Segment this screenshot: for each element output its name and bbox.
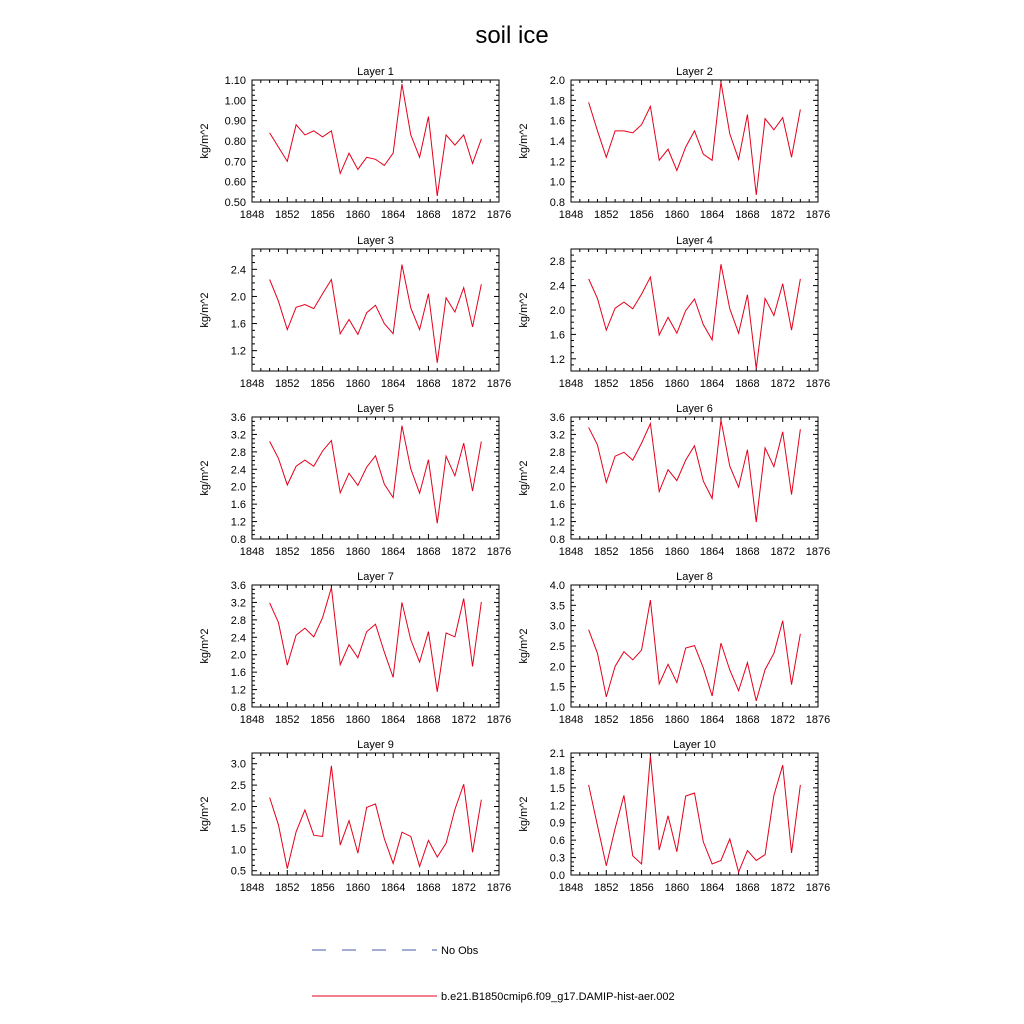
x-tick-label: 1872 [451,378,476,390]
y-tick-label: 0.70 [224,156,246,169]
x-tick-label: 1860 [345,209,371,221]
series-line [589,420,801,522]
panel-title: Layer 9 [357,739,394,751]
y-tick-label: 3.5 [549,600,565,613]
y-tick-label: 2.0 [230,801,246,814]
y-tick-label: 1.4 [549,136,565,148]
y-tick-label: 3.0 [230,758,246,771]
x-tick-label: 1848 [239,209,265,221]
x-tick-label: 1856 [629,714,654,726]
y-tick-label: 0.60 [224,176,246,189]
x-tick-label: 1872 [451,714,476,726]
x-tick-label: 1876 [805,378,831,390]
y-axis-label: kg/m^2 [199,292,211,328]
x-tick-label: 1852 [594,882,619,894]
y-axis-label: kg/m^2 [518,796,530,832]
x-tick-label: 1876 [805,882,831,894]
x-tick-label: 1852 [275,882,300,894]
x-tick-label: 1872 [770,546,795,558]
series-line [270,766,482,869]
y-tick-label: 3.2 [230,597,246,610]
y-tick-label: 2.4 [230,264,246,277]
y-axis-label: kg/m^2 [518,292,530,328]
chart-title: soil ice [475,22,549,49]
x-tick-label: 1860 [345,378,371,390]
x-tick-label: 1864 [380,546,406,558]
x-tick-label: 1856 [629,209,654,221]
series-line [589,264,801,368]
plot-frame [571,249,818,371]
x-tick-label: 1848 [558,546,584,558]
y-tick-label: 2.0 [549,75,565,87]
y-tick-label: 2.8 [549,256,565,269]
panel-title: Layer 7 [357,571,394,583]
y-tick-label: 1.0 [230,844,246,857]
x-tick-label: 1868 [735,378,760,390]
y-tick-label: 4.0 [549,580,565,592]
y-tick-label: 2.4 [549,280,565,293]
x-tick-label: 1856 [629,546,654,558]
series-line [270,588,482,692]
y-tick-label: 0.8 [549,197,565,209]
x-tick-label: 1864 [699,882,725,894]
x-tick-label: 1860 [345,546,371,558]
x-tick-label: 1876 [486,546,512,558]
x-tick-label: 1860 [664,378,690,390]
panel-layer-7 [199,571,511,726]
plot-frame [252,417,499,539]
y-tick-label: 1.5 [230,822,246,835]
x-tick-label: 1856 [629,882,654,894]
y-tick-label: 2.8 [549,446,565,459]
x-tick-label: 1864 [699,714,725,726]
y-tick-label: 0.50 [224,197,246,209]
y-tick-label: 1.6 [230,318,246,331]
y-tick-label: 2.1 [549,748,565,760]
y-tick-label: 1.2 [549,156,565,169]
x-tick-label: 1856 [629,378,654,390]
y-tick-label: 0.8 [230,534,246,546]
y-tick-label: 3.2 [230,429,246,442]
x-tick-label: 1864 [699,546,725,558]
x-tick-label: 1876 [486,714,512,726]
x-tick-label: 1856 [310,882,335,894]
x-tick-label: 1864 [380,209,406,221]
x-tick-label: 1848 [558,882,584,894]
y-tick-label: 0.80 [224,136,246,148]
x-tick-label: 1864 [380,714,406,726]
y-tick-label: 3.0 [549,620,565,633]
panel-title: Layer 10 [673,739,716,751]
x-tick-label: 1852 [594,714,619,726]
y-tick-label: 3.2 [549,429,565,442]
series-line [589,82,801,195]
y-tick-label: 2.0 [230,291,246,304]
y-tick-label: 1.6 [549,115,565,128]
y-tick-label: 0.0 [549,870,565,882]
panel-title: Layer 4 [676,235,713,247]
legend-label-model: b.e21.B1850cmip6.f09_g17.DAMIP-hist-aer.002 [441,991,675,1003]
x-tick-label: 1860 [345,714,371,726]
x-tick-label: 1876 [486,378,512,390]
y-tick-label: 2.0 [549,481,565,494]
x-tick-label: 1848 [558,714,584,726]
x-tick-label: 1852 [275,714,300,726]
x-tick-label: 1872 [770,882,795,894]
y-tick-label: 1.5 [549,681,565,694]
y-tick-label: 1.2 [549,800,565,813]
x-tick-label: 1876 [805,714,831,726]
y-tick-label: 1.2 [549,353,565,366]
panel-layer-5 [199,403,511,558]
x-tick-label: 1852 [275,546,300,558]
panel-layer-3 [199,235,511,390]
panel-layer-9 [199,739,511,894]
y-tick-label: 1.0 [549,702,565,714]
y-axis-label: kg/m^2 [518,460,530,496]
panel-title: Layer 8 [676,571,713,583]
x-tick-label: 1852 [594,378,619,390]
x-tick-label: 1852 [594,546,619,558]
y-tick-label: 1.2 [230,345,246,358]
y-tick-label: 1.2 [549,516,565,529]
panel-layer-10 [518,739,830,894]
panel-title: Layer 1 [357,66,394,78]
y-tick-label: 2.0 [549,305,565,317]
x-tick-label: 1852 [275,209,300,221]
panel-layer-4 [518,235,830,390]
y-tick-label: 2.5 [549,641,565,653]
x-tick-label: 1852 [594,209,619,221]
y-tick-label: 3.6 [230,580,246,592]
x-tick-label: 1864 [380,378,406,390]
panel-layer-2 [518,66,830,221]
x-tick-label: 1868 [416,546,441,558]
y-tick-label: 1.5 [549,782,565,795]
panel-layer-8 [518,571,830,726]
y-tick-label: 2.0 [549,661,565,674]
x-tick-label: 1876 [805,209,831,221]
x-tick-label: 1856 [310,546,335,558]
y-tick-label: 2.0 [230,649,246,662]
x-tick-label: 1860 [664,882,690,894]
plot-frame [252,585,499,707]
x-tick-label: 1872 [451,546,476,558]
y-tick-label: 0.90 [224,115,246,128]
x-tick-label: 1856 [310,714,335,726]
x-tick-label: 1876 [486,209,512,221]
y-tick-label: 0.8 [230,702,246,714]
y-tick-label: 3.6 [230,412,246,424]
x-tick-label: 1864 [380,882,406,894]
x-tick-label: 1864 [699,209,725,221]
panel-layer-6 [518,403,830,558]
plot-frame [252,753,499,875]
y-tick-label: 2.5 [230,780,246,793]
panel-title: Layer 6 [676,403,713,415]
x-tick-label: 1864 [699,378,725,390]
x-tick-label: 1872 [770,378,795,390]
series-line [589,600,801,701]
y-tick-label: 1.6 [549,499,565,512]
y-tick-label: 1.6 [230,499,246,512]
x-tick-label: 1868 [416,714,441,726]
plot-frame [252,80,499,202]
y-tick-label: 1.00 [224,95,246,108]
x-tick-label: 1872 [451,209,476,221]
y-tick-label: 3.6 [549,412,565,424]
y-axis-label: kg/m^2 [199,123,211,159]
x-tick-label: 1868 [735,714,760,726]
y-tick-label: 1.2 [230,684,246,697]
series-line [270,265,482,363]
x-tick-label: 1856 [310,378,335,390]
x-tick-label: 1848 [558,209,584,221]
y-tick-label: 1.10 [224,75,246,87]
y-tick-label: 0.3 [549,852,565,865]
x-tick-label: 1848 [239,714,265,726]
y-tick-label: 1.0 [549,176,565,189]
x-tick-label: 1860 [664,209,690,221]
plot-frame [252,249,499,371]
panel-title: Layer 5 [357,403,394,415]
panel-title: Layer 3 [357,235,394,247]
y-tick-label: 0.5 [230,865,246,878]
y-tick-label: 2.4 [549,464,565,477]
y-axis-label: kg/m^2 [199,628,211,664]
legend-label-no-obs: No Obs [441,945,479,957]
y-axis-label: kg/m^2 [518,628,530,664]
y-tick-label: 1.8 [549,765,565,778]
x-tick-label: 1868 [416,882,441,894]
x-tick-label: 1872 [770,714,795,726]
y-tick-label: 0.6 [549,835,565,848]
y-tick-label: 1.6 [549,329,565,342]
plot-frame [571,80,818,202]
x-tick-label: 1872 [451,882,476,894]
y-tick-label: 2.8 [230,446,246,459]
panel-title: Layer 2 [676,66,713,78]
x-tick-label: 1868 [735,546,760,558]
x-tick-label: 1868 [735,209,760,221]
y-axis-label: kg/m^2 [518,123,530,159]
y-tick-label: 0.9 [549,817,565,830]
y-tick-label: 2.4 [230,464,246,477]
y-tick-label: 0.8 [549,534,565,546]
y-tick-label: 1.2 [230,516,246,529]
x-tick-label: 1876 [486,882,512,894]
y-tick-label: 2.8 [230,614,246,627]
x-tick-label: 1860 [664,714,690,726]
series-line [270,84,482,196]
y-tick-label: 2.0 [230,481,246,494]
y-tick-label: 1.8 [549,95,565,108]
series-line [270,426,482,524]
y-tick-label: 2.4 [230,632,246,645]
x-tick-label: 1848 [239,882,265,894]
x-tick-label: 1848 [239,546,265,558]
x-tick-label: 1868 [416,209,441,221]
x-tick-label: 1876 [805,546,831,558]
x-tick-label: 1848 [558,378,584,390]
panel-layer-1 [199,66,511,221]
x-tick-label: 1868 [735,882,760,894]
x-tick-label: 1860 [345,882,371,894]
x-tick-label: 1848 [239,378,265,390]
series-line [589,756,801,872]
x-tick-label: 1868 [416,378,441,390]
x-tick-label: 1872 [770,209,795,221]
x-tick-label: 1852 [275,378,300,390]
panels [199,66,830,894]
y-axis-label: kg/m^2 [199,460,211,496]
x-tick-label: 1856 [310,209,335,221]
x-tick-label: 1860 [664,546,690,558]
legend [312,945,675,1003]
y-tick-label: 1.6 [230,667,246,680]
y-axis-label: kg/m^2 [199,796,211,832]
